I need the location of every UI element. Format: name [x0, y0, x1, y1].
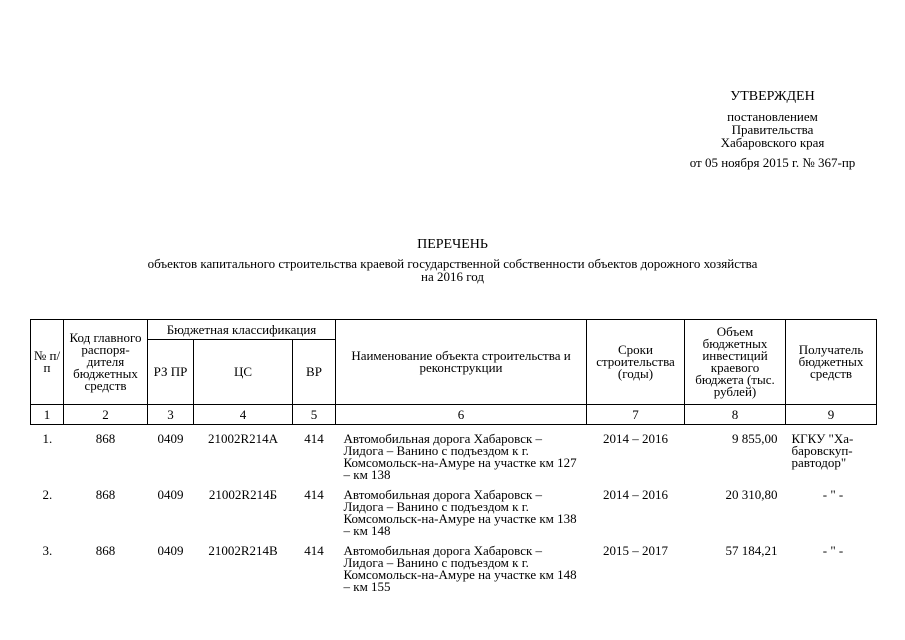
row-object-name: Автомобильная дорога Хабаровск – Лидога – Ванино с подъездом к г. Комсомольск-на-Амуре на участке км 148 – км 155: [343, 543, 577, 594]
approval-line-3: Хабаровского края: [720, 135, 825, 150]
approval-date: от 05 ноября 2015 г. № 367-пр: [689, 155, 856, 170]
column-number: 7: [587, 405, 685, 425]
document-subtitle-line-1: объектов капитального строительства краевой государственной собственности объектов дорожного хозяйства: [147, 256, 758, 271]
row-rz-pr: 0409: [157, 487, 184, 502]
row-code: 868: [95, 543, 116, 558]
row-object-name: Автомобильная дорога Хабаровск – Лидога – Ванино с подъездом к г. Комсомольск-на-Амуре на участке км 138 – км 148: [343, 487, 577, 538]
header-num: № п/п: [31, 320, 64, 405]
column-number: 8: [685, 405, 786, 425]
header-cs: ЦС: [194, 340, 293, 405]
column-number: 3: [148, 405, 194, 425]
row-volume: 57 184,21: [725, 543, 778, 558]
column-number: 1: [31, 405, 64, 425]
column-number: 6: [336, 405, 587, 425]
row-terms: 2015 – 2017: [603, 543, 668, 558]
row-recipient: - " -: [822, 543, 844, 558]
header-vr: ВР: [293, 340, 336, 405]
column-number: 2: [64, 405, 148, 425]
row-vr: 414: [304, 543, 324, 558]
row-vr: 414: [304, 487, 324, 502]
row-volume: 9 855,00: [732, 431, 778, 446]
header-code: Код главного распоря-дителя бюджетных средств: [64, 320, 148, 405]
row-cs: 21002R214Б: [208, 487, 278, 502]
header-budget-classification: Бюджетная классификация: [148, 320, 336, 340]
column-number: 4: [194, 405, 293, 425]
header-terms: Сроки строительства (годы): [587, 320, 685, 405]
row-terms: 2014 – 2016: [603, 487, 668, 502]
row-recipient: КГКУ "Ха-баровскуп-равтодор": [791, 431, 854, 470]
row-vr: 414: [304, 431, 324, 446]
approval-block: [660, 90, 885, 169]
table-row: [31, 537, 877, 593]
row-rz-pr: 0409: [157, 543, 184, 558]
row-num: 1.: [42, 431, 53, 446]
row-num: 2.: [42, 487, 53, 502]
row-recipient: - " -: [822, 487, 844, 502]
row-cs: 21002R214В: [208, 543, 278, 558]
header-rz-pr: РЗ ПР: [148, 340, 194, 405]
header-recipient: Получатель бюджетных средств: [786, 320, 877, 405]
approval-line-1: постановлением: [727, 109, 818, 124]
row-cs: 21002R214А: [207, 431, 279, 446]
row-volume: 20 310,80: [725, 487, 778, 502]
row-object-name: Автомобильная дорога Хабаровск – Лидога – Ванино с подъездом к г. Комсомольск-на-Амуре на участке км 127 – км 138: [343, 431, 577, 482]
table-row: [31, 481, 877, 537]
document-subtitle-line-2: на 2016 год: [421, 269, 484, 284]
column-number: 5: [293, 405, 336, 425]
table-row: [31, 425, 877, 482]
approval-heading: УТВЕРЖДЕН: [730, 89, 815, 104]
approval-line-2: Правительства: [731, 122, 814, 137]
row-terms: 2014 – 2016: [603, 431, 668, 446]
row-num: 3.: [42, 543, 53, 558]
document-title: ПЕРЕЧЕНЬ: [417, 237, 488, 252]
header-volume: Объем бюджетных инвестиций краевого бюджета (тыс. рублей): [685, 320, 786, 405]
column-numbers-row: [31, 405, 877, 425]
row-code: 868: [95, 487, 116, 502]
header-object-name: Наименование объекта строительства и реконструкции: [336, 320, 587, 405]
row-rz-pr: 0409: [157, 431, 184, 446]
column-number: 9: [786, 405, 877, 425]
objects-table: [30, 319, 877, 593]
document-title-block: [0, 238, 905, 283]
row-code: 868: [95, 431, 116, 446]
